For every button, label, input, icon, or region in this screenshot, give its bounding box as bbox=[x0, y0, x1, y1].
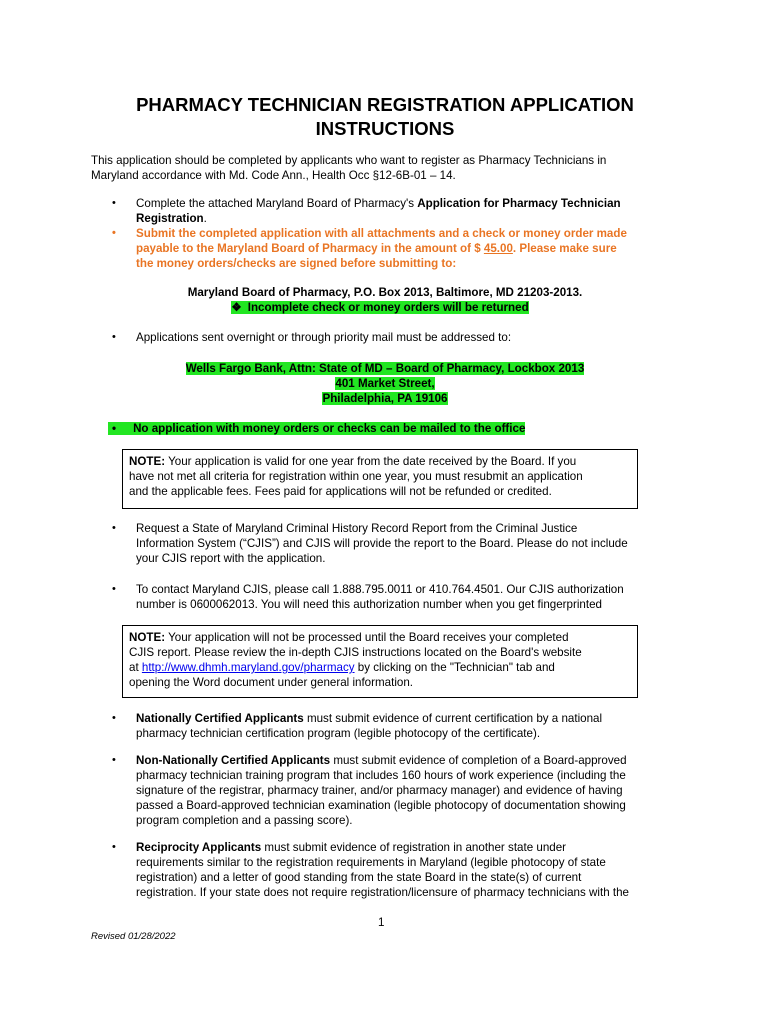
bullet-non-nationally-certified bbox=[136, 753, 696, 828]
revision-date: Revised 01/28/2022 bbox=[91, 931, 176, 942]
b1-bold: Application for Pharmacy Technician bbox=[417, 197, 621, 210]
b8-line-1: must submit evidence of completion of a Board-approved bbox=[330, 754, 627, 767]
note-label: NOTE: bbox=[129, 455, 166, 468]
note-label: NOTE: bbox=[129, 631, 166, 644]
b1-bold-2: Registration bbox=[136, 212, 204, 225]
bullet-reciprocity bbox=[136, 840, 696, 900]
bullet-marker: • bbox=[112, 522, 116, 534]
note1-line-3: and the applicable fees. Fees paid for applications will not be refunded or credited. bbox=[129, 485, 552, 498]
bullet-nationally-certified bbox=[136, 711, 696, 741]
note2-line-3-post: by clicking on the "Technician" tab and bbox=[354, 661, 555, 674]
bullet-overnight-mail: Applications sent overnight or through priority mail must be addressed to: bbox=[136, 331, 512, 344]
b8-line-3: signature of the registrar, pharmacy trainer, and/or pharmacy manager) and evidence of having bbox=[136, 784, 623, 797]
b4-text: No application with money orders or checks can be mailed to the office bbox=[133, 422, 526, 435]
intro-line-2: Maryland accordance with Md. Code Ann., Health Occ §12-6B-01 – 14. bbox=[91, 169, 456, 182]
intro-paragraph bbox=[91, 153, 671, 183]
b7-bold: Nationally Certified Applicants bbox=[136, 712, 304, 725]
lockbox-line-3: Philadelphia, PA 19106 bbox=[322, 392, 448, 405]
note-box-validity bbox=[122, 449, 638, 509]
page-title bbox=[60, 93, 710, 141]
fee-amount: 45.00 bbox=[483, 242, 513, 255]
bullet-marker: • bbox=[112, 422, 117, 435]
b9-line-4: registration. If your state does not require registration/licensure of pharmacy technicians with the bbox=[136, 886, 629, 899]
lockbox-address bbox=[90, 361, 680, 406]
b5-line-3: your CJIS report with the application. bbox=[136, 552, 326, 565]
b8-line-2: pharmacy technician training program that includes 160 hours of work experience (including the bbox=[136, 769, 626, 782]
bullet-cjis-contact bbox=[136, 582, 696, 612]
title-line-2: INSTRUCTIONS bbox=[315, 118, 455, 139]
bullet-no-office-mail bbox=[108, 421, 525, 436]
lockbox-line-2: 401 Market Street, bbox=[335, 377, 435, 390]
b2-line-1: Submit the completed application with all attachments and a check or money order made bbox=[136, 227, 627, 240]
title-line-1: PHARMACY TECHNICIAN REGISTRATION APPLICATION bbox=[136, 94, 634, 115]
b8-line-5: program completion and a passing score). bbox=[136, 814, 353, 827]
bullet-cjis-request bbox=[136, 521, 696, 566]
note-box-cjis bbox=[122, 625, 638, 698]
lockbox-line-1: Wells Fargo Bank, Attn: State of MD – Board of Pharmacy, Lockbox 2013 bbox=[185, 362, 585, 375]
b9-line-2: requirements similar to the registration requirements in Maryland (legible photocopy of state bbox=[136, 856, 606, 869]
bullet-marker: • bbox=[112, 583, 116, 595]
b6-line-2: number is 0600062013. You will need this authorization number when you get fingerprinted bbox=[136, 598, 602, 611]
b1-text: Complete the attached Maryland Board of Pharmacy's bbox=[136, 197, 418, 210]
warning-text: Incomplete check or money orders will be returned bbox=[247, 301, 529, 314]
b7-line-1: must submit evidence of current certification by a national bbox=[303, 712, 603, 725]
b7-line-2: pharmacy technician certification program (legible photocopy of the certificate). bbox=[136, 727, 541, 740]
board-mailing-address: Maryland Board of Pharmacy, P.O. Box 2013, Baltimore, MD 21203-2013. bbox=[187, 286, 583, 299]
bullet-marker: • bbox=[112, 712, 116, 724]
bullet-marker: • bbox=[112, 197, 116, 209]
b1-tail: . bbox=[203, 212, 207, 225]
note1-line-2: have not met all criteria for registration within one year, you must resubmit an application bbox=[129, 470, 583, 483]
note2-line-3-pre: at bbox=[129, 661, 142, 674]
note1-line-1: Your application is valid for one year from the date received by the Board. If you bbox=[165, 455, 577, 468]
b9-line-1: must submit evidence of registration in another state under bbox=[261, 841, 567, 854]
b2-line-3: the money orders/checks are signed before submitting to: bbox=[136, 257, 457, 270]
bullet-marker: • bbox=[112, 331, 116, 343]
b9-line-3: registration) and a letter of good standing from the state Board in the state(s) of current bbox=[136, 871, 582, 884]
bullet-submit-payment bbox=[136, 226, 696, 271]
intro-line-1: This application should be completed by applicants who want to register as Pharmacy Technicians in bbox=[91, 154, 607, 167]
b8-line-4: passed a Board-approved technician examination (legible photocopy of documentation showing bbox=[136, 799, 626, 812]
note2-line-2: CJIS report. Please review the in-depth CJIS instructions located on the Board's website bbox=[129, 646, 582, 659]
b2-line-2-pre: payable to the Maryland Board of Pharmacy in the amount of $ bbox=[136, 242, 484, 255]
note2-line-1: Your application will not be processed until the Board receives your completed bbox=[165, 631, 569, 644]
b5-line-2: Information System (“CJIS”) and CJIS will provide the report to the Board. Please do not include bbox=[136, 537, 628, 550]
note2-line-4: opening the Word document under general information. bbox=[129, 676, 414, 689]
b6-line-1: To contact Maryland CJIS, please call 1.888.795.0011 or 410.764.4501. Our CJIS authorization bbox=[136, 583, 624, 596]
bullet-marker: • bbox=[112, 754, 116, 766]
board-website-link[interactable]: http://www.dhmh.maryland.gov/pharmacy bbox=[141, 661, 355, 674]
page-number: 1 bbox=[378, 916, 385, 929]
b8-bold: Non-Nationally Certified Applicants bbox=[136, 754, 331, 767]
bullet-complete-application bbox=[136, 196, 696, 226]
incomplete-warning bbox=[90, 300, 670, 315]
b2-line-2-post: . Please make sure bbox=[512, 242, 617, 255]
diamond-bullet-icon: ❖ bbox=[231, 301, 242, 314]
bullet-marker: • bbox=[112, 227, 116, 239]
b5-line-1: Request a State of Maryland Criminal History Record Report from the Criminal Justice bbox=[136, 522, 578, 535]
b9-bold: Reciprocity Applicants bbox=[136, 841, 262, 854]
bullet-marker: • bbox=[112, 841, 116, 853]
